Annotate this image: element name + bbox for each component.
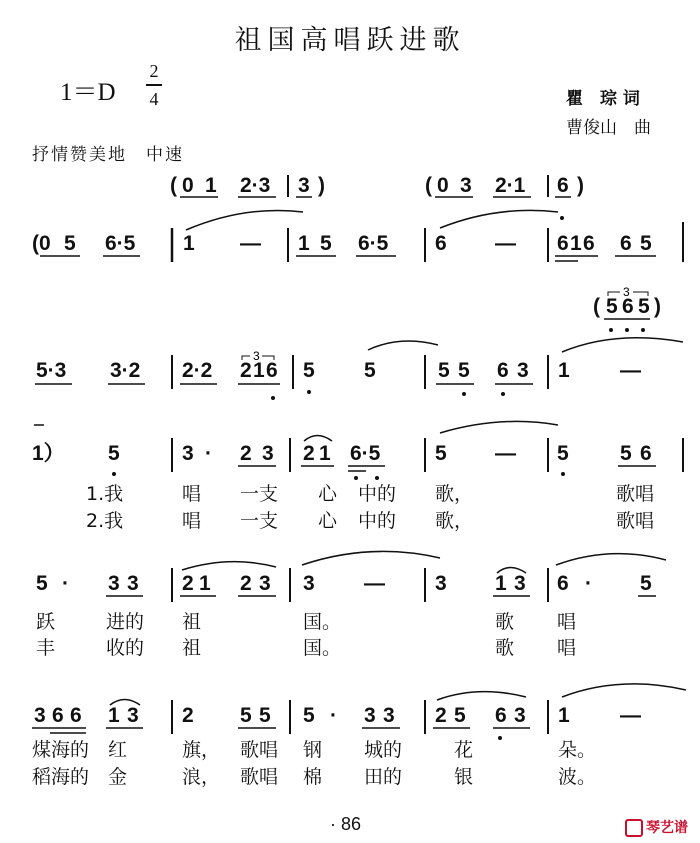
lyrics-4 [36, 611, 576, 659]
lyric: 歌唱 [616, 483, 655, 505]
note: 1 [298, 232, 310, 255]
lyric: 一支 [240, 483, 279, 505]
song-title: 祖国高唱跃进歌 [234, 25, 466, 56]
note: 3 [364, 704, 376, 727]
page-number: · 86 [330, 814, 362, 834]
note: 6 [557, 572, 569, 595]
note: 5 [640, 232, 652, 255]
note: 5 [108, 442, 120, 465]
note: 6 [620, 232, 632, 255]
lyric: 旗， [182, 739, 221, 761]
note: 1） [32, 442, 65, 465]
lyric: 祖 [182, 637, 202, 659]
composer-credit: 曹俊山 曲 [566, 118, 651, 138]
lyric: 进的 [106, 611, 145, 633]
note: (0 [32, 232, 51, 255]
note: 5 [640, 572, 652, 595]
note: 3 [460, 174, 472, 197]
note: 5 [638, 295, 650, 318]
note: ) [577, 174, 584, 197]
note: — [364, 572, 385, 595]
lyric: 歌 [495, 637, 515, 659]
lyric: 唱 [182, 483, 202, 505]
lyric: 田的 [364, 766, 403, 788]
note: 1 [205, 174, 217, 197]
lyric: 国。 [303, 611, 342, 633]
system-5 [32, 684, 686, 740]
lyric: 唱 [557, 611, 577, 633]
lyric: 金 [108, 766, 128, 788]
note: 1 [558, 704, 570, 727]
note: 5 [458, 359, 470, 382]
note: — [495, 232, 516, 255]
lyric: 一支 [240, 510, 279, 532]
note: 3 [514, 704, 526, 727]
note: 5 [435, 442, 447, 465]
note: 6·5 [358, 232, 389, 255]
note: 3 [298, 174, 310, 197]
note: — [620, 704, 641, 727]
time-denominator: 4 [149, 89, 159, 109]
logo-text: 琴艺谱 [646, 820, 688, 836]
note: 3 [303, 572, 315, 595]
note: — [620, 359, 641, 382]
note: · [330, 704, 337, 727]
lyric: 歌唱 [240, 766, 279, 788]
note: 6 [640, 442, 652, 465]
lyric: 唱 [557, 637, 577, 659]
note: 0 [437, 174, 449, 197]
note: 6 [557, 232, 569, 255]
note: · [205, 442, 212, 465]
note: 6 [435, 232, 447, 255]
note: 2 [240, 442, 252, 465]
note: 2 [435, 704, 447, 727]
note: 6 [557, 174, 569, 197]
lyric: 银 [454, 766, 474, 788]
note: 5 [364, 359, 376, 382]
note: 3 [259, 572, 271, 595]
note: 6 [495, 704, 507, 727]
note: 2 [240, 572, 252, 595]
note: 6 [497, 359, 509, 382]
note: 5 [320, 232, 332, 255]
lyric: 心 [318, 483, 338, 505]
note: 5 [620, 442, 632, 465]
note: 1 [319, 442, 331, 465]
lyric: 1.我 [86, 483, 124, 505]
system-2 [35, 338, 683, 400]
note: — [495, 442, 516, 465]
note: 3 [182, 442, 194, 465]
note: 5 [454, 704, 466, 727]
lyric: 收的 [106, 637, 145, 659]
note: 1 [183, 232, 195, 255]
note: 5 [438, 359, 450, 382]
note: 1 [199, 572, 211, 595]
note: 3 [383, 704, 395, 727]
triplet-mark: 3 [253, 349, 260, 363]
note: 6·5 [105, 232, 136, 255]
note: 3 [435, 572, 447, 595]
note: 3·2 [110, 359, 141, 382]
note: ( [593, 295, 600, 318]
lyric: 朵。 [558, 739, 597, 761]
note: 3 [514, 572, 526, 595]
lyric: 中的 [358, 510, 397, 532]
tempo-marking: 抒情赞美地 中速 [32, 145, 184, 165]
note: 2·1 [495, 174, 526, 197]
lyric: 红 [108, 739, 128, 761]
note: 6 [266, 359, 278, 382]
note: 5 [64, 232, 76, 255]
note: 5·3 [36, 359, 67, 382]
lyric: 唱 [182, 510, 202, 532]
note: · [585, 572, 592, 595]
note: 6 [622, 295, 634, 318]
lyrics-3 [86, 483, 654, 532]
lyric: 歌唱 [240, 739, 279, 761]
lyric: 歌唱 [616, 510, 655, 532]
logo-icon [625, 819, 643, 837]
system-1-top [170, 174, 584, 197]
lyric: 钢 [303, 739, 323, 761]
note: 3 [34, 704, 46, 727]
note: ) [318, 174, 325, 197]
note: 3 [262, 442, 274, 465]
system-2-top [593, 285, 661, 332]
lyricist-credit: 瞿 琮 词 [566, 89, 640, 109]
lyric: 煤海的 [32, 739, 90, 761]
lyric: 中的 [358, 483, 397, 505]
note: 2 [240, 359, 252, 382]
lyric: 波。 [558, 766, 597, 788]
lyric: 稻海的 [32, 766, 90, 788]
lyric: 城的 [364, 739, 403, 761]
lyrics-5 [32, 739, 596, 788]
note: 1 [495, 572, 507, 595]
lyric: 花 [454, 739, 474, 761]
note: 3 [127, 704, 139, 727]
note: 2·3 [240, 174, 271, 197]
note: — [240, 232, 261, 255]
note: 6 [52, 704, 64, 727]
lyric: 国。 [303, 637, 342, 659]
lyric: 跃 [36, 611, 56, 633]
note: 5 [606, 295, 618, 318]
lyric: 2.我 [86, 510, 124, 532]
system-1 [32, 210, 683, 262]
note: · [62, 572, 69, 595]
note: 3 [108, 572, 120, 595]
note: 6 [583, 232, 595, 255]
note: 6·5 [350, 442, 381, 465]
lyric: 心 [318, 510, 338, 532]
note: 2 [303, 442, 315, 465]
note: 5 [36, 572, 48, 595]
note: 2 [182, 704, 194, 727]
note: ( [425, 174, 432, 197]
note: 5 [303, 704, 315, 727]
triplet-mark: 3 [623, 285, 630, 299]
note: 5 [259, 704, 271, 727]
lyric: 祖 [182, 611, 202, 633]
note: 1 [558, 359, 570, 382]
system-4 [36, 551, 666, 602]
note: 1 [253, 359, 265, 382]
note: ( [170, 174, 177, 197]
system-3 [32, 421, 683, 480]
lyric: 浪， [182, 766, 221, 788]
site-logo [625, 817, 688, 837]
lyric: 歌， [435, 510, 474, 532]
note: 5 [303, 359, 315, 382]
note: 0 [182, 174, 194, 197]
key-signature: 1＝D [60, 79, 116, 106]
note: 3 [517, 359, 529, 382]
note: 6 [70, 704, 82, 727]
note: 3 [127, 572, 139, 595]
lyric: 歌 [495, 611, 515, 633]
lyric: 丰 [36, 637, 56, 659]
note: 1 [570, 232, 582, 255]
note: 1 [108, 704, 120, 727]
note: 2 [182, 572, 194, 595]
note: 2·2 [182, 359, 213, 382]
lyric: 歌， [435, 483, 474, 505]
lyric: 棉 [303, 766, 323, 788]
note: 5 [557, 442, 569, 465]
time-numerator: 2 [149, 61, 159, 81]
note: ) [654, 295, 661, 318]
note: 5 [240, 704, 252, 727]
